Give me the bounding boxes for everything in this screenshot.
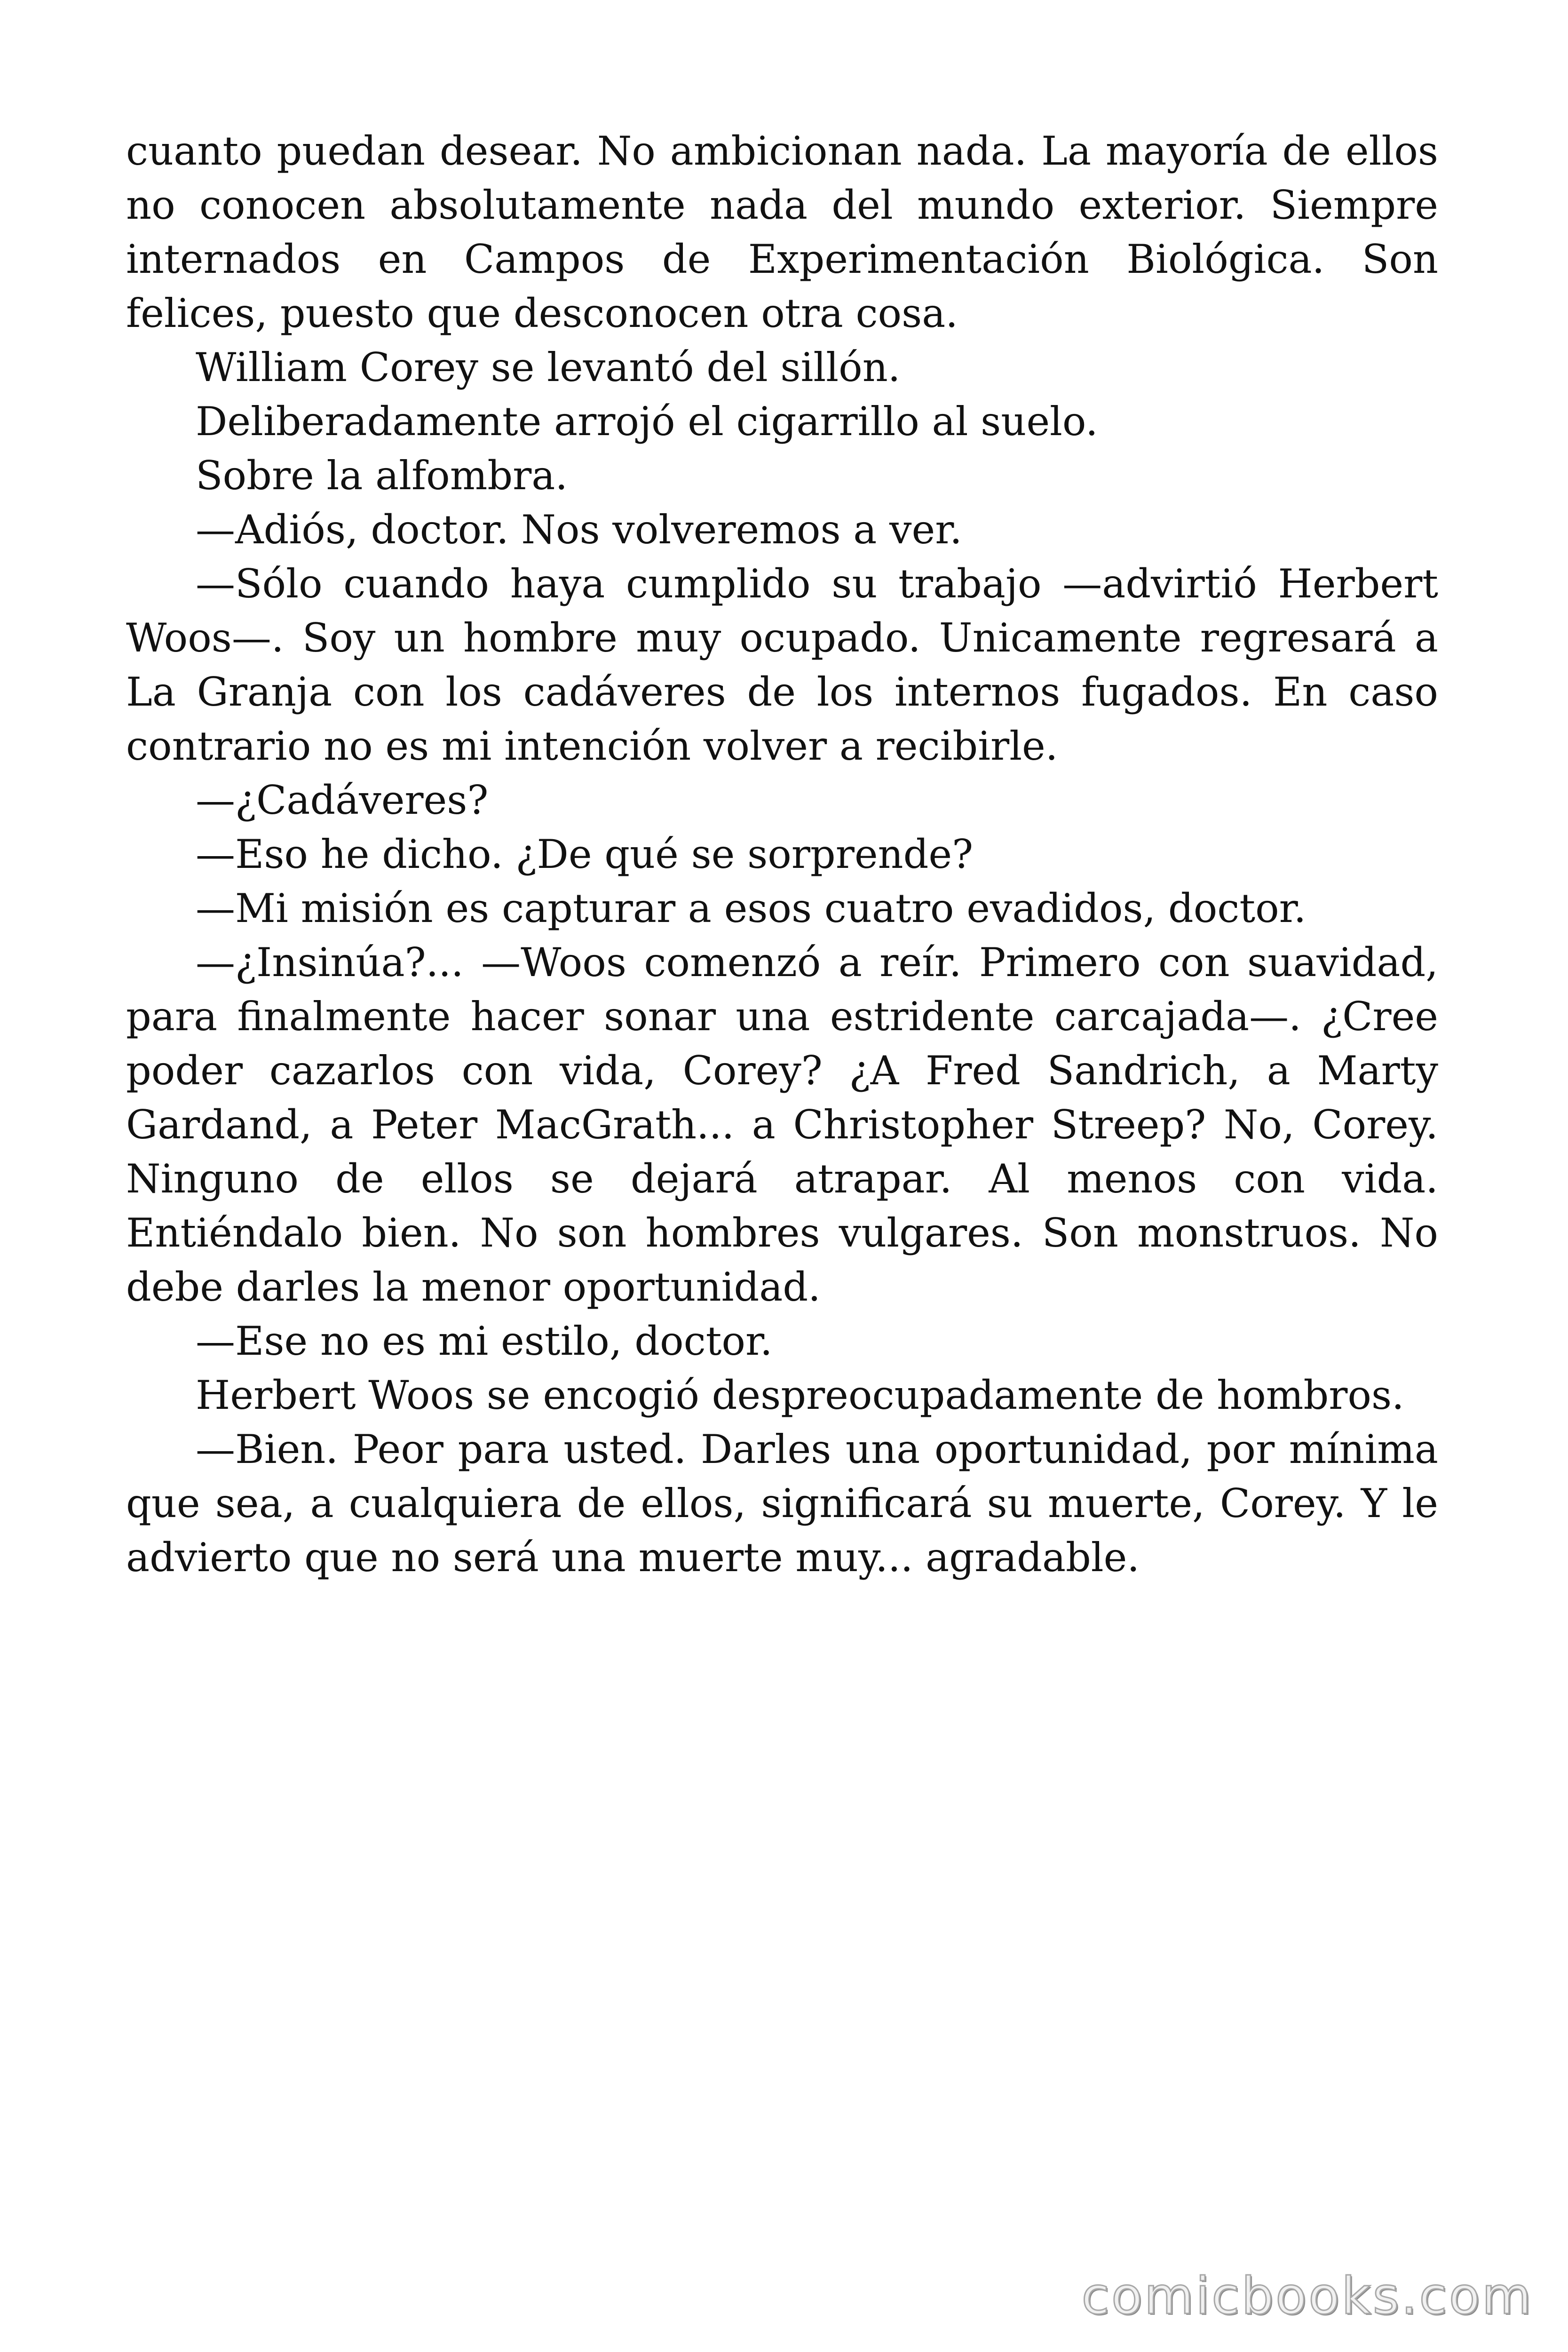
page-body — [126, 124, 1438, 1585]
paragraph-3: Deliberadamente arrojó el cigarrillo al suelo. — [196, 398, 1098, 445]
paragraph-5: —Adiós, doctor. Nos volveremos a ver. — [196, 507, 962, 553]
paragraph-8: —Eso he dicho. ¿De qué se sorprende? — [196, 831, 974, 877]
paragraph-13: —Bien. Peor para usted. Darles una oportunidad, por mínima que sea, a cualquiera de ellos, significará su muerte, Corey. Y le advierto que no será una muerte muy... agradable. — [126, 1426, 1438, 1581]
paragraph-4: Sobre la alfombra. — [196, 453, 568, 499]
paragraph-1: cuanto puedan desear. No ambicionan nada. La mayoría de ellos no conocen absolutamente nada del mundo exterior. Siempre internados en Campos de Experimentación Biológica. Son felices, puesto que desconocen otra cosa. — [126, 128, 1438, 336]
paragraph-6: —Sólo cuando haya cumplido su trabajo —advirtió Herbert Woos—. Soy un hombre muy ocupado. Unicamente regresará a La Granja con los cadáveres de los internos fugados. En caso contrario no es mi intención volver a recibirle. — [126, 561, 1438, 769]
paragraph-10: —¿Insinúa?... —Woos comenzó a reír. Primero con suavidad, para finalmente hacer sonar una estridente carcajada—. ¿Cree poder cazarlos con vida, Corey? ¿A Fred Sandrich, a Marty Gardand, a Peter MacGrath... a Christopher Streep? No, Corey. Ninguno de ellos se dejará atrapar. Al menos con vida. Entiéndalo bien. No son hombres vulgares. Son monstruos. No debe darles la menor oportunidad. — [126, 939, 1438, 1310]
paragraph-12: Herbert Woos se encogió despreocupadamente de hombros. — [196, 1372, 1404, 1418]
watermark: comicbooks.com — [1081, 2267, 1533, 2326]
paragraph-9: —Mi misión es capturar a esos cuatro evadidos, doctor. — [196, 885, 1307, 931]
paragraph-11: —Ese no es mi estilo, doctor. — [196, 1318, 773, 1364]
paragraph-2: William Corey se levantó del sillón. — [196, 344, 901, 390]
paragraph-7: —¿Cadáveres? — [196, 777, 489, 823]
